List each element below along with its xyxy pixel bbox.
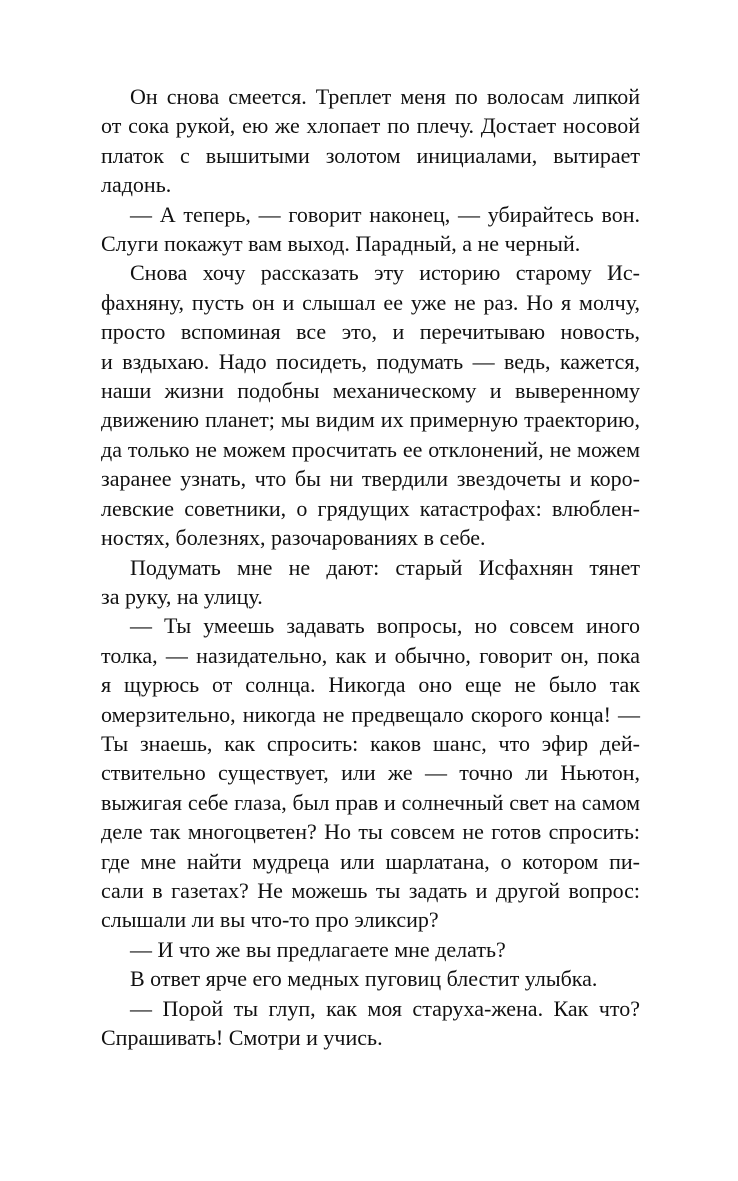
- text-line: выжигая себе глаза, был прав и солнечный свет на самом: [101, 789, 640, 815]
- text-line: деле так многоцветен? Но ты совсем не готов спросить:: [101, 819, 640, 845]
- text-line: Снова хочу рассказать эту историю старому Ис-: [130, 260, 640, 286]
- text-line: Слуги покажут вам выход. Парадный, а не черный.: [101, 231, 581, 257]
- text-line: — А теперь, — говорит наконец, — убирайтесь вон.: [130, 201, 640, 227]
- text-line: Ты знаешь, как спросить: каков шанс, что эфир дей-: [101, 730, 640, 756]
- text-line: левские советники, о грядущих катастрофах: влюблен-: [101, 495, 640, 521]
- text-line: движению планет; мы видим их примерную траекторию,: [101, 407, 640, 433]
- text-line: омерзительно, никогда не предвещало скорого конца! —: [101, 701, 640, 727]
- text-line: В ответ ярче его медных пуговиц блестит улыбка.: [130, 966, 598, 992]
- text-line: сали в газетах? Не можешь ты задать и другой вопрос:: [101, 877, 640, 903]
- text-line: ностях, болезнях, разочарованиях в себе.: [101, 525, 486, 551]
- text-line: толка, — назидательно, как и обычно, говорит он, пока: [101, 642, 640, 668]
- text-line: и вздыхаю. Надо посидеть, подумать — ведь, кажется,: [101, 348, 640, 374]
- text-line: где мне найти мудреца или шарлатана, о котором пи-: [101, 848, 640, 874]
- text-line: ствительно существует, или же — точно ли Ньютон,: [101, 760, 640, 786]
- text-line: я щурюсь от солнца. Никогда оно еще не было так: [101, 672, 640, 698]
- text-line: ладонь.: [101, 172, 172, 198]
- text-line: за руку, на улицу.: [101, 583, 263, 609]
- text-line: слышали ли вы что-то про эликсир?: [101, 907, 439, 933]
- text-line: заранее узнать, что бы ни твердили звездочеты и коро-: [101, 466, 640, 492]
- text-line: просто вспоминая все это, и перечитываю новость,: [101, 319, 640, 345]
- text-line: Спрашивать! Смотри и учись.: [101, 1025, 383, 1050]
- text-line: наши жизни подобны механическому и выверенному: [101, 378, 640, 404]
- text-line: — Порой ты глуп, как моя старуха-жена. Как что?: [130, 995, 640, 1021]
- text-line: от сока рукой, ею же хлопает по плечу. Достает носовой: [101, 113, 640, 139]
- text-line: Подумать мне не дают: старый Исфахнян тянет: [130, 554, 640, 580]
- text-line: Он снова смеется. Треплет меня по волосам липкой: [130, 84, 640, 109]
- text-line: — Ты умеешь задавать вопросы, но совсем иного: [130, 613, 640, 639]
- page-text: [101, 82, 640, 1052]
- text-line: да только не можем просчитать ее отклонений, не можем: [101, 436, 640, 462]
- text-line: фахняну, пусть он и слышал ее уже не раз. Но я молчу,: [101, 289, 640, 315]
- text-line: платок с вышитыми золотом инициалами, вытирает: [101, 142, 640, 168]
- text-line: — И что же вы предлагаете мне делать?: [130, 936, 506, 962]
